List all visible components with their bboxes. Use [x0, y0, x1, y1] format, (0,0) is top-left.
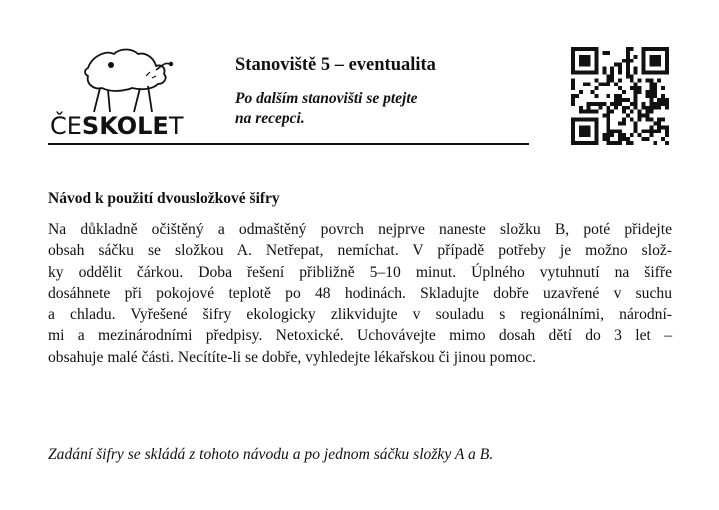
- ceskolet-logo: [48, 40, 193, 140]
- footer-note: Zadání šifry se skládá z tohoto návodu a po jednom sáčku složky A a B.: [48, 446, 494, 463]
- station-title: Stanoviště 5 – eventualita: [235, 55, 436, 75]
- instructions-line: Na důkladně očištěný a odmaštěný povrch nejprve naneste složku B, poté přidejte: [48, 221, 672, 238]
- svg-text:ČESKOLET: [50, 110, 184, 140]
- logo-wordmark-pre: ČE: [50, 112, 82, 140]
- section-title: Návod k použití dvousložkové šifry: [48, 190, 280, 207]
- logo-wordmark-bold: SKOLE: [81, 112, 169, 140]
- instructions-paragraph: [48, 219, 672, 368]
- instructions-line: dosáhnete při pokojové teplotě po 48 hodinách. Skladujte dobře uzavřené v suchu: [48, 284, 672, 302]
- logo-wordmark-post: T: [168, 112, 184, 140]
- instructions-line: a chladu. Vyřešené šifry ekologicky zlikvidujte v souladu s regionálními, národní-: [48, 306, 672, 324]
- station-subtitle-line2: na recepci.: [235, 110, 305, 127]
- station-subtitle: [235, 89, 495, 129]
- instructions-line: mi a mezinárodními předpisy. Netoxické. Uchovávejte mimo dosah dětí do 3 let –: [48, 327, 672, 345]
- header-divider: [48, 143, 529, 145]
- instructions-line: obsahuje malé části. Necítíte-li se dobře, vyhledejte lékařskou či jinou pomoc.: [48, 348, 537, 366]
- station-subtitle-line1: Po dalším stanovišti se ptejte: [235, 90, 418, 107]
- animal-map-logo-icon: [48, 40, 193, 140]
- qr-code-icon: [571, 47, 669, 145]
- instructions-line: ky oddělit čárkou. Doba řešení přibližně 5–10 minut. Úplného vytuhnutí na šifře: [48, 263, 672, 281]
- instructions-line: obsah sáčku se složkou A. Netřepat, nemíchat. V případě potřeby je možno slož-: [48, 242, 672, 260]
